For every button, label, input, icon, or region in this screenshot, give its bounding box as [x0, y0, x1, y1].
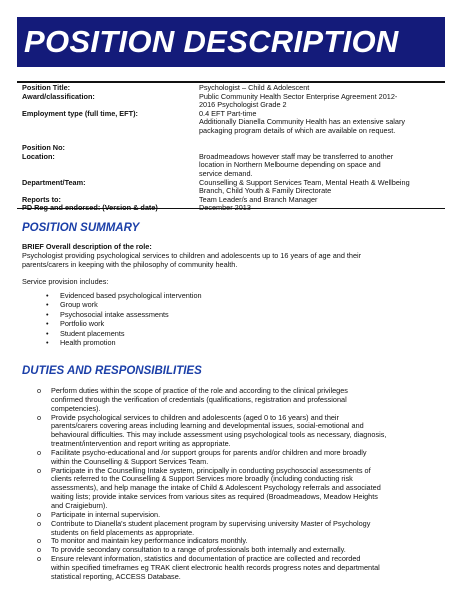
detail-value-line: Broadmeadows however staff may be transferred to another — [199, 151, 394, 161]
bullet-icon: • — [46, 309, 49, 319]
duty-text-line: confirmed through the verification of credentials (qualifications, registration and professional — [51, 394, 347, 404]
duty-text-line: behavioural difficulties. This may include assessment using psychological tools as necessary, diagnosis, — [51, 430, 387, 440]
position-summary-heading: POSITION SUMMARY — [22, 222, 140, 234]
duty-text-line: parents/carers covering areas including learning and developmental issues, social-emotional and — [51, 421, 364, 431]
circle-bullet-icon: o — [37, 509, 42, 519]
detail-row — [22, 136, 447, 145]
list-item — [46, 291, 202, 300]
list-item-text: Portfolio work — [60, 319, 105, 329]
duty-text-line: Ensure relevant information, statistics and documentation of practice are collected and recorded — [51, 554, 361, 564]
detail-value-line: Team Leader/s and Branch Manager — [199, 194, 318, 204]
detail-value-line: Counselling & Support Services Team, Mental Heath & Wellbeing — [199, 177, 410, 187]
duty-text-line: Participate in internal supervision. — [51, 509, 161, 519]
detail-value-line: location in Northern Melbourne depending on space and — [199, 160, 381, 170]
duty-text-line: To provide secondary consultation to a range of professionals both internally and externally. — [51, 545, 346, 555]
detail-value — [199, 93, 439, 110]
circle-bullet-icon: o — [37, 447, 42, 457]
duties-list — [37, 386, 446, 582]
duty-text-line: and Craigieburn). — [51, 500, 108, 510]
detail-label: Position Title: — [22, 83, 71, 92]
detail-label: Award/classification: — [22, 91, 95, 101]
service-provision-intro: Service provision includes: — [22, 277, 109, 287]
bullet-icon: • — [46, 319, 49, 329]
detail-value-line: 2016 Psychologist Grade 2 — [199, 100, 287, 110]
duty-text-line: Participate in the Counselling Intake system, principally in conducting psychosocial assessments of — [51, 465, 371, 475]
detail-label: Department/Team: — [22, 177, 86, 187]
bullet-icon: • — [46, 300, 49, 310]
detail-value-line: Additionally Dianella Community Health has an extensive salary — [199, 117, 406, 127]
detail-label: Reports to: — [22, 194, 61, 204]
list-item-text: Evidenced based psychological intervention — [60, 291, 202, 300]
duty-text-line: clients referred to the Counselling & Support Services more broadly (including conducting risk — [51, 474, 353, 484]
duty-item — [37, 518, 446, 538]
duty-text-line: To monitor and maintain key performance indicators monthly. — [51, 536, 248, 546]
position-details-table — [22, 84, 447, 213]
list-item-text: Group work — [60, 300, 98, 310]
detail-value-line: Branch, Child Youth & Family Directorate — [199, 186, 332, 196]
detail-row — [22, 110, 447, 136]
duty-text-line: competencies). — [51, 403, 101, 413]
service-provision-list — [46, 291, 202, 348]
detail-label: Location: — [22, 151, 55, 161]
duty-text-line: assessments), and help manage the intake of Child & Adolescent Psychology referrals and associated — [51, 483, 381, 493]
detail-value — [199, 179, 439, 196]
duty-item — [37, 412, 446, 449]
duty-text-line: within the Counselling & Support Services Team. — [51, 456, 209, 466]
detail-value-line: service demand. — [199, 168, 253, 178]
detail-value-line: Psychologist – Child & Adolescent — [199, 83, 310, 92]
detail-row — [22, 93, 447, 110]
duty-item — [37, 386, 446, 414]
title-banner — [17, 17, 445, 67]
list-item — [46, 328, 202, 338]
detail-value-line: 0.4 EFT Part-time — [199, 108, 257, 118]
detail-row — [22, 179, 447, 196]
detail-value-line — [199, 136, 439, 145]
bullet-icon: • — [46, 328, 49, 338]
duty-item — [37, 465, 446, 511]
duty-text-line: Provide psychological services to children and adolescents (aged 0 to 16 years) and their — [51, 412, 339, 422]
duty-text-line: within specified timeframes eg TRAK client electronic health records progress notes and departmental — [51, 562, 380, 572]
list-item — [46, 309, 202, 319]
circle-bullet-icon: o — [37, 545, 42, 555]
duty-item — [37, 554, 446, 582]
duty-text-line: treatment/intervention and report writing as appropriate. — [51, 439, 231, 449]
detail-label: Position No: — [22, 143, 65, 153]
duties-heading: DUTIES AND RESPONSIBILITIES — [22, 365, 202, 377]
brief-description-label: BRIEF Overall description of the role: — [22, 242, 152, 251]
duty-text-line: waiting lists; provide intake services from various sites as required (Broadmeadows, Meadow Heights — [51, 492, 378, 502]
list-item — [46, 338, 202, 348]
list-item-text: Health promotion — [60, 338, 116, 348]
detail-value-line: packaging program details of which are available on request. — [199, 125, 396, 135]
bottom-divider — [17, 208, 445, 209]
list-item — [46, 319, 202, 329]
detail-value — [199, 110, 439, 136]
list-item — [46, 300, 202, 310]
bullet-icon: • — [46, 338, 49, 348]
circle-bullet-icon: o — [37, 554, 42, 564]
detail-value-line: Public Community Health Sector Enterprise Agreement 2012- — [199, 91, 398, 101]
duty-text-line: students on field placements as appropriate. — [51, 527, 195, 537]
circle-bullet-icon: o — [37, 518, 42, 528]
duty-text-line: Perform duties within the scope of practice of the role and according to the clinical privileges — [51, 386, 348, 395]
detail-value — [199, 136, 439, 145]
circle-bullet-icon: o — [37, 465, 42, 475]
detail-row — [22, 153, 447, 179]
circle-bullet-icon: o — [37, 386, 42, 395]
page-title: POSITION DESCRIPTION — [24, 24, 399, 59]
list-item-text: Student placements — [60, 328, 125, 338]
duty-text-line: Facilitate psycho-educational and /or support groups for parents and/or children and more broadly — [51, 447, 367, 457]
circle-bullet-icon: o — [37, 536, 42, 546]
list-item-text: Psychosocial intake assessments — [60, 309, 169, 319]
detail-label: Employment type (full time, EFT): — [22, 108, 138, 118]
position-summary — [22, 243, 442, 287]
duty-item — [37, 447, 446, 467]
detail-value — [199, 153, 439, 179]
bullet-icon: • — [46, 291, 49, 300]
circle-bullet-icon: o — [37, 412, 42, 422]
brief-description-line: parents/carers in keeping with the philosophy of community health. — [22, 259, 238, 269]
brief-description-line: Psychologist providing psychological services to children and adolescents up to 16 years of age and their — [22, 250, 362, 260]
duty-text-line: statistical reporting, ACCESS Database. — [51, 571, 181, 581]
duty-text-line: Contribute to Dianella's student placement program by supervising university Master of Psychology — [51, 518, 371, 528]
